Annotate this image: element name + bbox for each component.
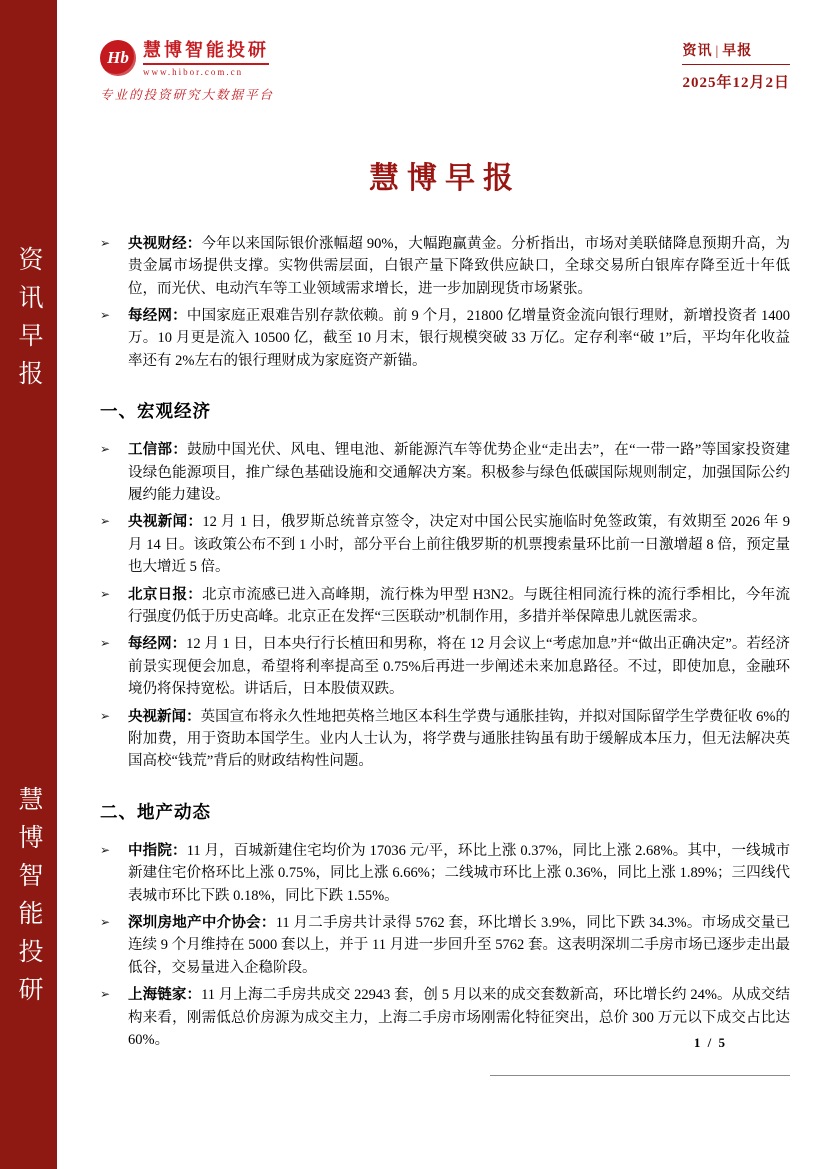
sidebar-label-brand: 慧博智能投研 [15, 786, 42, 1014]
news-item-body [128, 439, 790, 506]
news-item-body [128, 984, 790, 1051]
news-item-text: 今年以来国际银价涨幅超 90%，大幅跑赢黄金。分析指出，市场对美联储降息预期升高，为贵金属市场提供支撑。实物供需层面，白银产量下降致供应缺口，全球交易所白银库存降至近十年低位，而光伏、电动汽车等工业领域需求增长，进一步加剧现货市场紧张。 [128, 235, 791, 297]
news-item [100, 840, 790, 907]
subcategory-label: 早报 [722, 44, 753, 59]
page-number: 1 / 5 [693, 1035, 727, 1050]
news-item-body [128, 584, 790, 629]
brand-name: 慧博智能投研 [143, 40, 269, 65]
section-heading-macro: 一、宏观经济 [100, 401, 211, 422]
bullet-arrow-icon: ➢ [100, 987, 111, 1002]
news-item [100, 305, 790, 372]
news-item-body [128, 633, 790, 700]
bullet-arrow-icon: ➢ [100, 586, 111, 601]
news-item-body [128, 511, 790, 578]
sidebar-label-news-morning: 资讯早报 [15, 246, 42, 398]
news-item [100, 233, 790, 300]
news-item-text: 北京市流感已进入高峰期，流行株为甲型 H3N2。与既往相同流行株的流行季相比，今年流行强度仍低于历史高峰。北京正在发挥“三医联动”机制作用，多措并举保障患儿就医需求。 [128, 586, 790, 625]
news-item-body [128, 912, 790, 979]
news-item-body [128, 305, 790, 372]
news-item-text: 11 月，百城新建住宅均价为 17036 元/平，环比上涨 0.37%，同比上涨 2.68%。其中，一线城市新建住宅价格环比上涨 0.75%，同比上涨 6.66%；二线城市环比上涨 0.36%，同比上涨 1.89%；三四线代表城市环比下跌 0.18%，同比下跌 1.55%。 [128, 842, 790, 904]
news-item-text: 11 月二手房共计录得 5762 套，环比增长 3.9%，同比下跌 34.3%。市场成交量已连续 9 个月维持在 5000 套以上，并于 11 月进一步回升至 5762 套。这表明深圳二手房市场已逐步走出最低谷，交易量进入企稳阶段。 [128, 915, 791, 976]
macro-news-list [100, 439, 790, 773]
report-date: 2025年12月2日 [682, 75, 790, 91]
bullet-arrow-icon: ➢ [100, 235, 111, 250]
bullet-arrow-icon: ➢ [100, 442, 111, 457]
bullet-arrow-icon: ➢ [100, 842, 111, 857]
bullet-arrow-icon: ➢ [100, 708, 111, 723]
footer-divider [490, 1075, 790, 1076]
page-header [100, 0, 790, 103]
news-item [100, 439, 790, 506]
news-item [100, 633, 790, 700]
news-item-text: 英国宣布将永久性地把英格兰地区本科生学费与通胀挂钩，并拟对国际留学生学费征收 6%的附加费，用于资助本国学生。业内人士认为，将学费与通胀挂钩虽有助于缓解成本压力，但无法解决英国高校“钱荒”背后的财政结构性问题。 [128, 708, 791, 770]
news-source-label: 每经网： [128, 636, 187, 653]
news-item-text: 11 月上海二手房共成交 22943 套，创 5 月以来的成交套数新高，环比增长约 24%。从成交结构来看，刚需低总价房源为成交主力，上海二手房市场刚需化特征突出，总价 300 万元以下成交占比达 60%。 [128, 987, 790, 1049]
logo-text-column [143, 40, 269, 77]
news-source-label: 深圳房地产中介协会： [128, 915, 276, 932]
news-item-body [128, 706, 790, 773]
news-item [100, 984, 790, 1051]
section-heading-realestate: 二、地产动态 [100, 801, 211, 822]
report-category [682, 40, 790, 65]
news-item-text: 鼓励中国光伏、风电、锂电池、新能源汽车等优势企业“走出去”，在“一带一路”等国家投资建设绿色能源项目，推广绿色基础设施和交通解决方案。积极参与绿色低碳国际规则制定，加强国际公约履约能力建设。 [128, 442, 790, 503]
news-item [100, 706, 790, 773]
news-item [100, 584, 790, 629]
intro-news-list [100, 233, 790, 372]
bullet-arrow-icon: ➢ [100, 636, 111, 651]
category-label: 资讯 [682, 44, 713, 59]
news-source-label: 北京日报： [128, 586, 203, 603]
sidebar-strip [0, 0, 57, 1169]
brand-url: www.hibor.com.cn [143, 66, 244, 77]
news-item-text: 中国家庭正艰难告别存款依赖。前 9 个月，21800 亿增量资金流向银行理财，新增投资者 1400 万。10 月更是流入 10500 亿，截至 10 月末，银行规模突破 33 万亿。定存利率“破 1”后，平均年化收益率还有 2%左右的银行理财成为家庭资产新锚。 [128, 307, 791, 369]
bullet-arrow-icon: ➢ [100, 307, 111, 322]
category-divider: | [715, 44, 720, 59]
news-source-label: 央视新闻： [128, 514, 203, 531]
news-source-label: 工信部： [128, 442, 188, 459]
news-source-label: 央视财经： [128, 235, 202, 252]
bullet-arrow-icon: ➢ [100, 514, 111, 529]
logo-row [100, 40, 274, 77]
bullet-arrow-icon: ➢ [100, 915, 111, 930]
page-title: 慧博早报 [369, 161, 521, 195]
page-content [100, 0, 790, 1169]
news-item [100, 912, 790, 979]
news-source-label: 上海链家： [128, 987, 202, 1004]
news-item-text: 12 月 1 日，俄罗斯总统普京签令，决定对中国公民实施临时免签政策，有效期至 2026 年 9 月 14 日。该政策公布不到 1 小时，部分平台上前往俄罗斯的机票搜索量环比前一日激增超 8 倍，预定量也大增近 5 倍。 [128, 514, 791, 576]
realestate-news-list [100, 840, 790, 1052]
header-meta [682, 40, 790, 92]
brand-tagline: 专业的投资研究大数据平台 [100, 87, 275, 102]
news-item-body [128, 840, 790, 907]
news-source-label: 中指院： [128, 842, 187, 859]
news-source-label: 央视新闻： [128, 708, 201, 725]
brand-logo-icon: Hb [100, 40, 136, 76]
news-item-body [128, 233, 790, 300]
news-item [100, 511, 790, 578]
news-item-text: 12 月 1 日，日本央行行长植田和男称，将在 12 月会议上“考虑加息”并“做出正确决定”。若经济前景实现便会加息，希望将利率提高至 0.75%后再进一步阐述未来加息路径。不过，即使加息，金融环境仍将保持宽松。讲话后，日本股债双跌。 [128, 636, 790, 698]
news-source-label: 每经网： [128, 307, 187, 324]
brand-logo [100, 40, 274, 103]
